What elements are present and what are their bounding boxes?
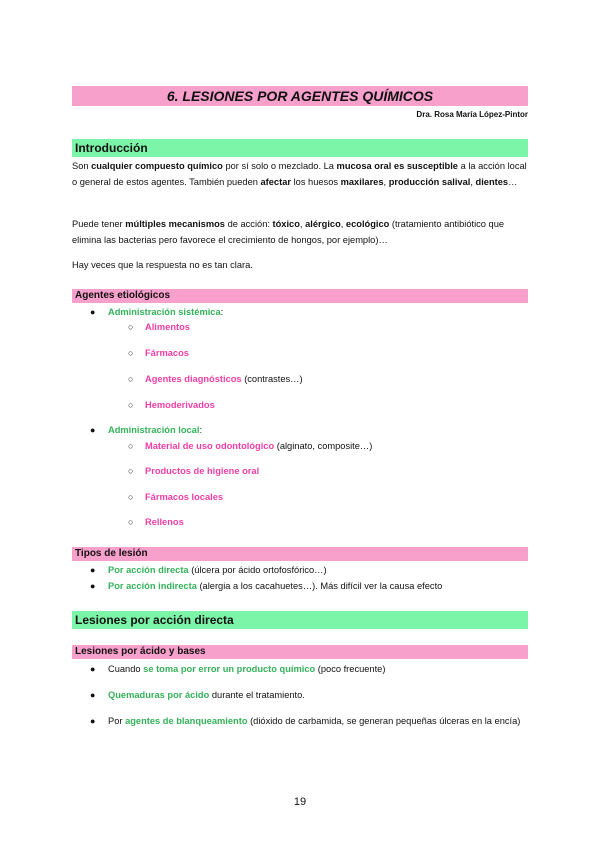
- bullet-icon: ●: [90, 565, 96, 575]
- document-title: 6. LESIONES POR AGENTES QUÍMICOS: [166, 88, 434, 104]
- circle-bullet-icon: ○: [128, 441, 134, 451]
- title-banner: [72, 86, 528, 106]
- list-item: Por acción indirecta (alergia a los cacahuetes…). Más difícil ver la causa efecto: [108, 581, 443, 591]
- bullet-icon: ●: [90, 716, 96, 726]
- list-item: Quemaduras por ácido durante el tratamiento.: [108, 690, 305, 700]
- list-item: Fármacos: [145, 348, 189, 358]
- bullet-icon: ●: [90, 425, 96, 435]
- list-item: Por agentes de blanqueamiento (dióxido de carbamida, se generan pequeñas úlceras en la encía): [108, 716, 521, 726]
- circle-bullet-icon: ○: [128, 400, 134, 410]
- circle-bullet-icon: ○: [128, 517, 134, 527]
- subsection-heading-acido-bases: [72, 645, 528, 659]
- bullet-icon: ●: [90, 690, 96, 700]
- circle-bullet-icon: ○: [128, 348, 134, 358]
- list-item-local: Administración local:: [108, 425, 203, 435]
- list-item: Agentes diagnósticos (contrastes…): [145, 374, 303, 384]
- section-heading-text: Lesiones por acción directa: [75, 613, 234, 627]
- list-item: Hemoderivados: [145, 400, 215, 410]
- bullet-icon: ●: [90, 664, 96, 674]
- intro-paragraph-1: Son cualquier compuesto químico por sí solo o mezclado. La mucosa oral es susceptible a la acción local o general de estos agentes. También pueden afectar los huesos maxilares, producción salival, dientes…: [72, 161, 527, 187]
- list-item: Cuando se toma por error un producto químico (poco frecuente): [108, 664, 386, 674]
- section-heading-accion-directa: [72, 611, 528, 629]
- section-heading-text: Introducción: [75, 141, 148, 155]
- list-item: Alimentos: [145, 322, 190, 332]
- intro-paragraph-3: Hay veces que la respuesta no es tan clara.: [72, 260, 253, 270]
- section-heading-tipos: [72, 547, 528, 561]
- section-heading-text: Agentes etiológicos: [75, 290, 171, 301]
- section-heading-text: Lesiones por ácido y bases: [75, 646, 206, 657]
- page-number: 19: [293, 796, 307, 808]
- section-heading-agentes: [72, 289, 528, 303]
- section-heading-introduccion: [72, 139, 528, 157]
- circle-bullet-icon: ○: [128, 492, 134, 502]
- list-item: Material de uso odontológico (alginato, composite…): [145, 441, 373, 451]
- bullet-icon: ●: [90, 307, 96, 317]
- list-item: Por acción directa (úlcera por ácido ortofosfórico…): [108, 565, 327, 575]
- circle-bullet-icon: ○: [128, 466, 134, 476]
- section-heading-text: Tipos de lesión: [75, 548, 148, 559]
- list-item-systemic: Administración sistémica:: [108, 307, 224, 317]
- author-name: Dra. Rosa María López-Pintor: [416, 110, 528, 119]
- list-item: Rellenos: [145, 517, 184, 527]
- list-item: Fármacos locales: [145, 492, 224, 502]
- list-item: Productos de higiene oral: [145, 466, 260, 476]
- intro-paragraph-2: Puede tener múltiples mecanismos de acción: tóxico, alérgico, ecológico (tratamiento antibiótico que elimina las bacterias pero favorece el crecimiento de hongos, por ejemplo)…: [72, 219, 505, 245]
- bullet-icon: ●: [90, 581, 96, 591]
- circle-bullet-icon: ○: [128, 374, 134, 384]
- circle-bullet-icon: ○: [128, 322, 134, 332]
